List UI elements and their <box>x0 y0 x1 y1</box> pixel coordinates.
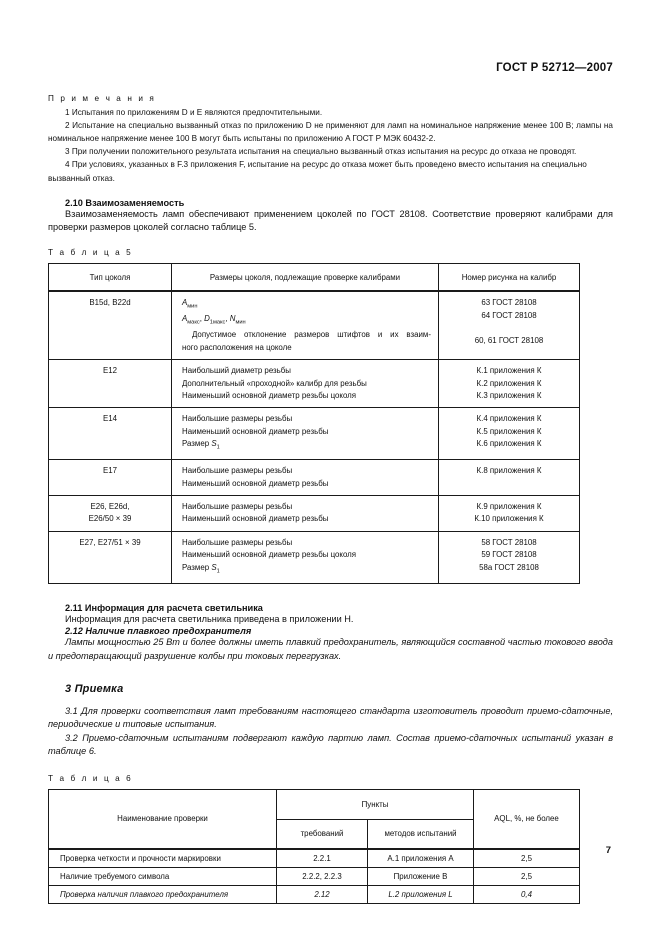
note-item-4: 4 При условиях, указанных в F.3 приложения F, испытание на ресурс до отказа может быть проведено вместо испытания на специально вызванный отказ. <box>48 160 587 183</box>
table6-cell-methods: Приложение В <box>368 867 474 885</box>
table6-cell-requirements: 2.2.1 <box>277 849 368 868</box>
figure-line: К.9 приложения К <box>476 502 542 512</box>
figure-line: К.6 приложения К <box>476 439 542 449</box>
table5-col-type: Тип цоколя <box>49 264 172 292</box>
dim-line: Наибольшие размеры резьбы <box>182 466 293 476</box>
table-6 <box>48 789 580 904</box>
figure-line: 58а ГОСТ 28108 <box>479 562 539 572</box>
note-item-2: 2 Испытание на специально вызванный отказ по приложению D не применяют для ламп на номинальное напряжение менее 100 В; лампы на номинальное напряжение менее 100 В могут быть испытаны по приложению A ГОСТ Р МЭК 60432-2. <box>48 121 613 144</box>
figure-line: 64 ГОСТ 28108 <box>481 310 537 320</box>
type-line: E26, E26d, <box>90 502 130 512</box>
notes-block <box>48 92 613 185</box>
section-3-1-paragraph: 3.1 Для проверки соответствия ламп требованиям настоящего стандарта изготовитель проводит приемо-сдаточные, периодические и типовые испытания. <box>48 705 613 730</box>
standard-number: ГОСТ Р 52712—2007 <box>496 62 613 74</box>
table-row <box>49 849 580 868</box>
table6-cell-name: Наличие требуемого символа <box>49 867 277 885</box>
table6-cell-name: Проверка наличия плавкого предохранителя <box>49 885 277 903</box>
table6-col-name: Наименование проверки <box>49 789 277 849</box>
page-content <box>48 92 613 904</box>
note-item-3: 3 При получении положительного результата испытания на специально вызванный отказ испытания на ресурс до отказа не проводят. <box>65 147 577 157</box>
dim-line: Наименьший основной диаметр резьбы <box>182 514 329 524</box>
figure-line: 59 ГОСТ 28108 <box>481 550 537 560</box>
table6-col-methods: методов испытаний <box>368 819 474 849</box>
dim-line: Дополнительный «проходной» калибр для резьбы <box>182 378 367 388</box>
figure-line: К.5 приложения К <box>476 426 542 436</box>
table-row <box>49 867 580 885</box>
section-2-11-heading: 2.11 Информация для расчета светильника <box>65 602 263 613</box>
dim-line: Наибольшие размеры резьбы <box>182 502 293 512</box>
dim-line: Наименьший основной диаметр резьбы <box>182 478 329 488</box>
figure-line: 58 ГОСТ 28108 <box>481 537 537 547</box>
figure-line: 63 ГОСТ 28108 <box>481 298 537 308</box>
section-3-2-paragraph: 3.2 Приемо-сдаточным испытаниям подвергают каждую партию ламп. Состав приемо-сдаточных испытаний указан в таблице 6. <box>48 732 613 757</box>
dim-line: Наибольший диаметр резьбы <box>182 366 291 376</box>
table6-cell-methods: L.2 приложения L <box>368 885 474 903</box>
table5-cell-type: E14 <box>49 408 172 460</box>
table5-cell-dims <box>172 460 439 496</box>
notes-title: П р и м е ч а н и я <box>48 94 156 103</box>
table5-cell-type <box>49 496 172 532</box>
table5-cell-type: B15d, B22d <box>49 291 172 359</box>
section-2-12-heading: 2.12 Наличие плавкого предохранителя <box>65 626 252 637</box>
table6-cell-aql: 2,5 <box>474 849 580 868</box>
table5-header-row <box>49 264 580 292</box>
table-row <box>49 496 580 532</box>
table5-cell-dims: $A_{мин}$ $A_{макс}$, $D_{1макс}$, $N_{мин}$ Допустимое отклонение размеров штифтов и их взаим- ного расположения на цоколе <box>172 291 439 359</box>
figure-line: К.4 приложения К <box>476 414 542 424</box>
table5-cell-figure <box>439 360 580 408</box>
table5-cell-figure <box>439 291 580 359</box>
table-row <box>49 531 580 583</box>
table5-cell-figure <box>439 531 580 583</box>
table5-cell-figure <box>439 496 580 532</box>
table5-col-dims: Размеры цоколя, подлежащие проверке калибрами <box>172 264 439 292</box>
dim-line: Размер $S_1$ <box>182 562 220 575</box>
figure-line: К.2 приложения К <box>476 378 542 388</box>
table5-cell-type: E27, E27/51 × 39 <box>49 531 172 583</box>
dim-line: Наименьший основной диаметр резьбы <box>182 426 329 436</box>
table5-cell-dims <box>172 496 439 532</box>
table6-cell-requirements: 2.12 <box>277 885 368 903</box>
dim-line: Наибольшие размеры резьбы <box>182 537 293 547</box>
table6-caption: Т а б л и ц а 6 <box>48 773 133 783</box>
table6-cell-methods: А.1 приложения А <box>368 849 474 868</box>
table-row <box>49 360 580 408</box>
section-2-10-paragraph: Взаимозаменяемость ламп обеспечивают применением цоколей по ГОСТ 28108. Соответствие проверяют калибрами для проверки размеров цоколей согласно таблице 5. <box>48 208 613 233</box>
table5-cell-dims <box>172 531 439 583</box>
document-header <box>48 62 613 84</box>
table5-cell-dims <box>172 360 439 408</box>
dim-line: Наибольшие размеры резьбы <box>182 414 293 424</box>
table-row <box>49 885 580 903</box>
table5-cell-figure <box>439 408 580 460</box>
section-2-11-paragraph: Информация для расчета светильника приведена в приложении Н. <box>65 613 354 624</box>
table5-cell-dims <box>172 408 439 460</box>
dim-line: Наименьший основной диаметр резьбы цоколя <box>182 550 357 560</box>
table-row <box>49 460 580 496</box>
section-2-12-paragraph: Лампы мощностью 25 Вт и более должны иметь плавкий предохранитель, являющийся составной частью токового ввода и предотвращающий разрушение колбы при токовых перегрузках. <box>48 637 613 661</box>
dim-line: Размер $S_1$ <box>182 439 220 451</box>
table6-cell-aql: 0,4 <box>474 885 580 903</box>
dim-line: Наименьший основной диаметр резьбы цоколя <box>182 391 357 401</box>
table-5 <box>48 263 580 583</box>
table5-col-figure: Номер рисунка на калибр <box>439 264 580 292</box>
table-row <box>49 408 580 460</box>
type-line: E26/50 × 39 <box>88 514 132 524</box>
table6-header-row-top <box>49 789 580 819</box>
table6-cell-name: Проверка четкости и прочности маркировки <box>49 849 277 868</box>
table6-col-requirements: требований <box>277 819 368 849</box>
figure-line: К.8 приложения К <box>476 466 542 476</box>
table-row <box>49 291 580 359</box>
table6-cell-aql: 2,5 <box>474 867 580 885</box>
table5-cell-figure <box>439 460 580 496</box>
table5-cell-type: E17 <box>49 460 172 496</box>
table6-cell-requirements: 2.2.2, 2.2.3 <box>277 867 368 885</box>
figure-line: К.10 приложения К <box>474 514 544 524</box>
figure-line: 60, 61 ГОСТ 28108 <box>474 335 544 345</box>
section-2-10-heading: 2.10 Взаимозаменяемость <box>65 197 185 208</box>
section-3-heading: 3 Приемка <box>65 682 124 695</box>
table6-col-aql: AQL, %, не более <box>474 789 580 849</box>
note-item-1: 1 Испытания по приложениям D и E являются предпочтительными. <box>65 108 323 118</box>
table6-col-group: Пункты <box>277 789 474 819</box>
table5-cell-type: E12 <box>49 360 172 408</box>
figure-line: К.1 приложения К <box>476 366 542 376</box>
table5-caption: Т а б л и ц а 5 <box>48 248 133 258</box>
page-number: 7 <box>605 845 611 856</box>
figure-line: К.3 приложения К <box>476 391 542 401</box>
